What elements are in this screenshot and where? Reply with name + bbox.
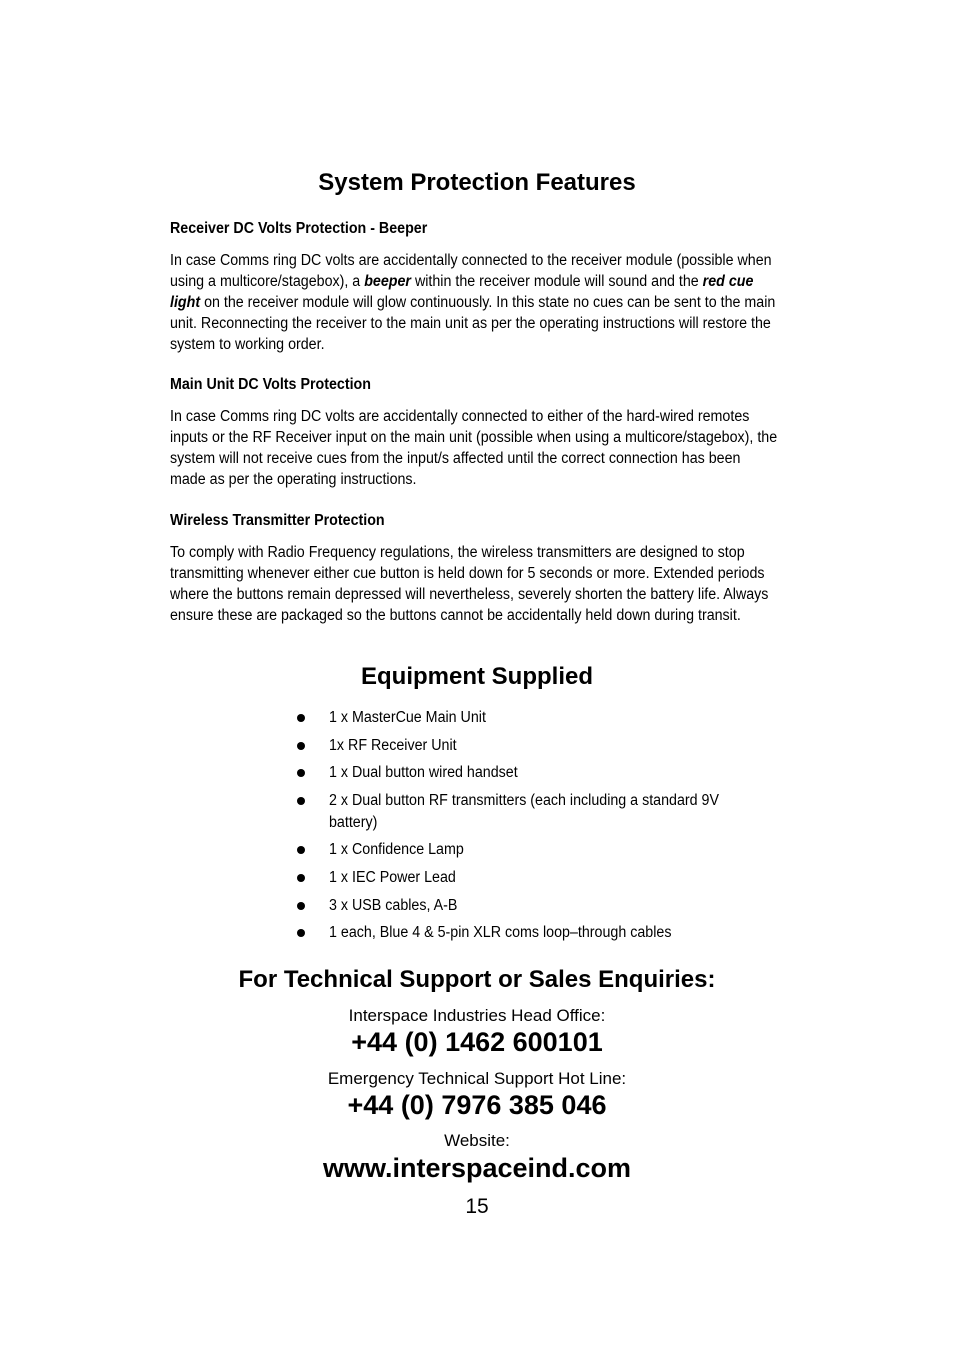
- paragraph-beeper: [170, 250, 777, 355]
- section-title-support: For Technical Support or Sales Enquiries:: [238, 966, 716, 993]
- bullet-icon: [297, 769, 305, 777]
- heading-main-unit: Main Unit DC Volts Protection: [170, 376, 371, 393]
- paragraph-main-unit: In case Comms ring DC volts are accidentally connected to either of the hard-wired remotes inputs or the RF Receiver input on the main unit (possible when using a multicore/stagebox), the system will not receive cues from the input/s affected until the correct connection has been made as per the operating instructions.: [170, 408, 778, 488]
- list-item: 1 x Confidence Lamp: [290, 839, 790, 861]
- bullet-icon: [297, 929, 305, 937]
- section-title-protection: System Protection Features: [318, 169, 636, 196]
- red-cue-light-emphasis: red cue light: [170, 273, 754, 311]
- hotline-phone: +44 (0) 7976 385 046: [347, 1090, 607, 1120]
- bullet-icon: [297, 714, 305, 722]
- heading-beeper: Receiver DC Volts Protection - Beeper: [170, 220, 428, 237]
- list-item: 1x RF Receiver Unit: [290, 735, 790, 757]
- equipment-list: [290, 707, 790, 950]
- list-item: 1 x IEC Power Lead: [290, 867, 790, 889]
- list-item: 1 x Dual button wired handset: [290, 762, 790, 784]
- beeper-emphasis: beeper: [364, 273, 411, 290]
- bullet-icon: [297, 742, 305, 750]
- website-url: www.interspaceind.com: [322, 1153, 632, 1183]
- paragraph-wireless: To comply with Radio Frequency regulations, the wireless transmitters are designed to stop transmitting whenever either cue button is held down for 5 seconds or more. Extended periods where the buttons remain depressed will nevertheless, severely shorten the battery life. Always ensure these are packaged so the buttons cannot be accidentally held down during transit.: [170, 544, 769, 624]
- bullet-icon: [297, 874, 305, 882]
- head-office-phone: +44 (0) 1462 600101: [351, 1027, 603, 1057]
- hotline-label: Emergency Technical Support Hot Line:: [327, 1069, 627, 1088]
- list-item: 2 x Dual button RF transmitters (each including a standard 9V battery): [290, 790, 790, 834]
- head-office-label: Interspace Industries Head Office:: [348, 1006, 606, 1025]
- beeper-text-3: on the receiver module will glow continuously. In this state no cues can be sent to the main unit. Reconnecting the receiver to the main unit as per the operating instructions will restore the system to working order.: [170, 294, 776, 353]
- heading-wireless: Wireless Transmitter Protection: [170, 512, 385, 529]
- beeper-text-2: within the receiver module will sound and the: [410, 273, 703, 290]
- website-label: Website:: [444, 1131, 510, 1150]
- section-title-equipment: Equipment Supplied: [361, 663, 593, 690]
- list-item: 3 x USB cables, A-B: [290, 895, 790, 917]
- bullet-icon: [297, 797, 305, 805]
- beeper-text-1: In case Comms ring DC volts are accidentally connected to the receiver module (possible when using a multicore/stagebox), a: [170, 252, 772, 290]
- page-number: 15: [465, 1195, 489, 1218]
- bullet-icon: [297, 902, 305, 910]
- bullet-icon: [297, 846, 305, 854]
- list-item: 1 x MasterCue Main Unit: [290, 707, 790, 729]
- list-item: 1 each, Blue 4 & 5-pin XLR coms loop–through cables: [290, 922, 790, 944]
